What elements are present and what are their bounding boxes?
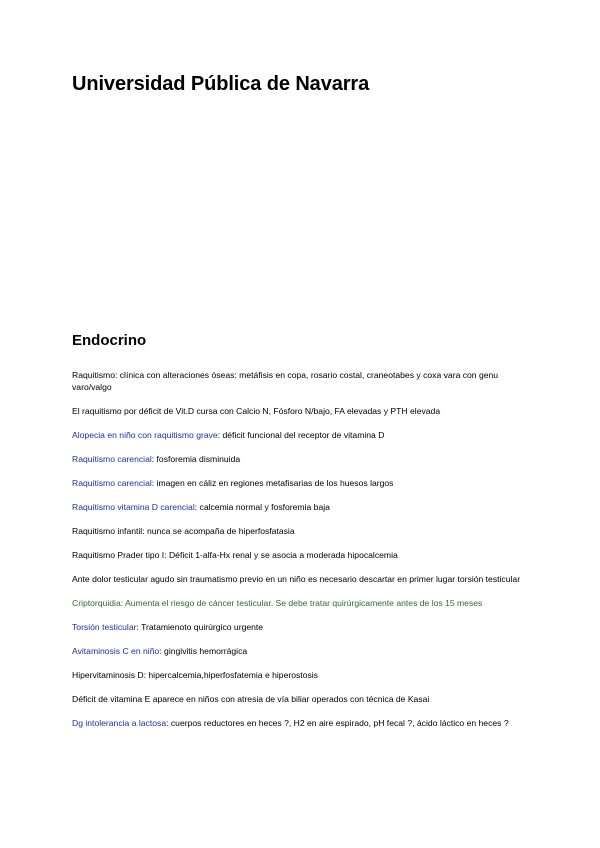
- list-item: [72, 598, 532, 610]
- entry-text: Hipervitaminosis D: hipercalcemia,hiperfosfatemia e hiperostosis: [72, 669, 318, 680]
- list-item: [72, 574, 532, 586]
- list-item: [72, 526, 532, 538]
- entry-text: : gingivitis hemorrágica: [159, 645, 248, 656]
- entry-text: : calcemia normal y fosforemia baja: [194, 501, 330, 512]
- entry-text: Raquitismo Prader tipo I: Déficit 1-alfa-Hx renal y se asocia a moderada hipocalcemia: [72, 549, 398, 560]
- entry-text: : cuerpos reductores en heces ?, H2 en aire espirado, pH fecal ?, ácido láctico en heces ?: [166, 717, 509, 728]
- entry-highlight: Dg intolerancia a lactosa: [72, 717, 167, 728]
- entry-text: Criptorquidia: Aumenta el riesgo de cáncer testicular. Se debe tratar quirúrgicamente antes de los 15 meses: [72, 597, 483, 608]
- section-heading: Endocrino: [72, 332, 147, 349]
- page-title: Universidad Pública de Navarra: [72, 73, 370, 95]
- list-item: [72, 670, 532, 682]
- entry-text: Ante dolor testicular agudo sin traumatismo previo en un niño es necesario descartar en primer lugar torsión testicular: [72, 573, 521, 584]
- list-item: [72, 430, 532, 442]
- entry-text: : Tratamienoto quirúrgico urgente: [136, 621, 264, 632]
- list-item: [72, 694, 532, 706]
- list-item: [72, 370, 532, 393]
- entry-text: Raquitismo infantil: nunca se acompaña de hiperfosfatasia: [72, 525, 295, 536]
- entry-highlight: Avitaminosis C en niño: [72, 645, 160, 656]
- list-item: [72, 502, 532, 514]
- entry-highlight: Raquitismo carencial: [72, 477, 152, 488]
- list-item: [72, 622, 532, 634]
- list-item: [72, 646, 532, 658]
- entry-list: [72, 370, 532, 742]
- entry-highlight: Raquitismo carencial: [72, 453, 152, 464]
- entry-highlight: Torsión testicular: [72, 621, 137, 632]
- list-item: [72, 478, 532, 490]
- entry-text: Déficit de vitamina E aparece en niños con atresia de vía biliar operados con técnica de Kasai: [72, 693, 430, 704]
- entry-text: : imagen en cáliz en regiones metafisarias de los huesos largos: [151, 477, 394, 488]
- list-item: [72, 550, 532, 562]
- list-item: [72, 406, 532, 418]
- entry-text: : fosforemia disminuida: [151, 453, 241, 464]
- entry-text: Raquitismo: clínica con alteraciones óseas: metáfisis en copa, rosario costal, craneotabes y coxa vara con genu varo/valgo: [72, 370, 499, 392]
- list-item: [72, 454, 532, 466]
- list-item: [72, 718, 532, 730]
- entry-text: El raquitismo por déficit de Vit.D cursa con Calcio N, Fósforo N/bajo, FA elevadas y PTH elevada: [72, 405, 441, 416]
- entry-text: : déficit funcional del receptor de vitamina D: [217, 429, 385, 440]
- entry-highlight: Raquitismo vitamina D carencial: [72, 501, 195, 512]
- entry-highlight: Alopecia en niño con raquitismo grave: [72, 429, 218, 440]
